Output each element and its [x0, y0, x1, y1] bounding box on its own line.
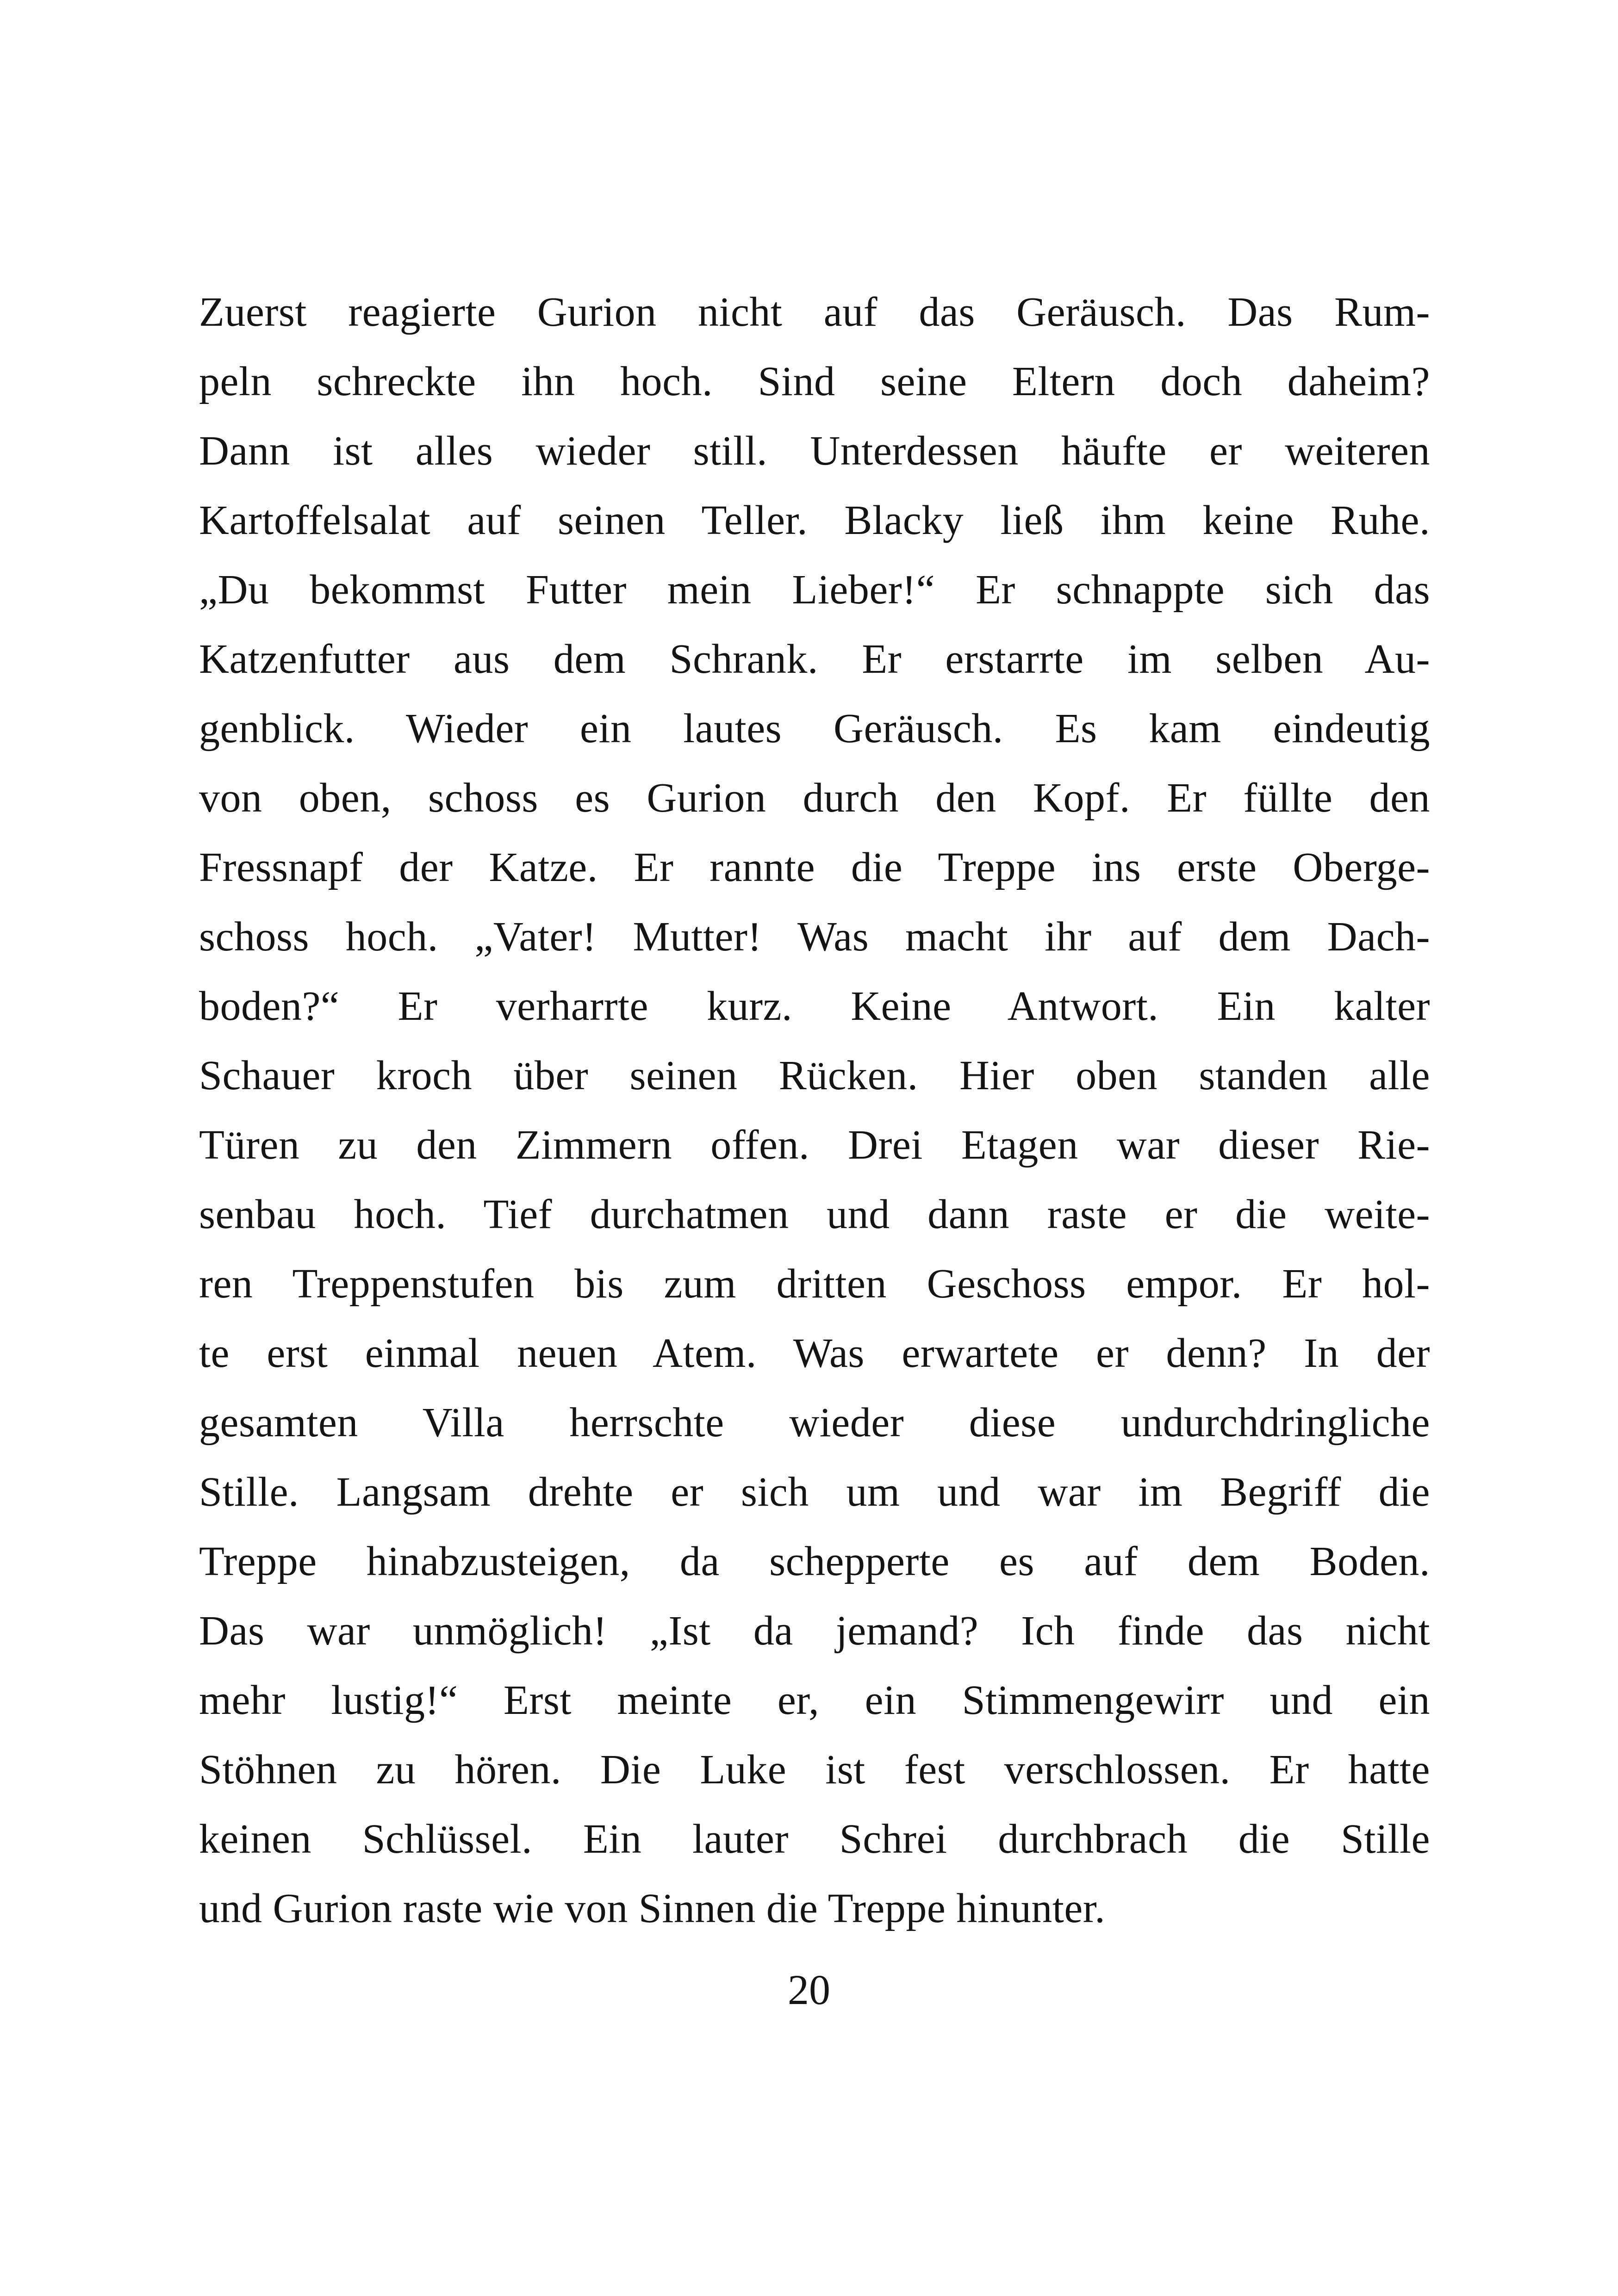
text-line: Stille. Langsam drehte er sich um und war im Begriff die — [199, 1469, 1430, 1515]
text-line: Fressnapf der Katze. Er rannte die Treppe ins erste Oberge- — [199, 844, 1430, 890]
text-line: Das war unmöglich! „Ist da jemand? Ich finde das nicht — [199, 1608, 1430, 1654]
text-line: Treppe hinabzusteigen, da schepperte es auf dem Boden. — [199, 1539, 1430, 1584]
page-number: 20 — [788, 1966, 830, 2013]
text-line: Dann ist alles wieder still. Unterdessen häufte er weiteren — [199, 428, 1430, 474]
text-line: schoss hoch. „Vater! Mutter! Was macht ihr auf dem Dach- — [199, 914, 1430, 960]
text-line: genblick. Wieder ein lautes Geräusch. Es kam eindeutig — [199, 706, 1430, 751]
text-line: Türen zu den Zimmern offen. Drei Etagen war dieser Rie- — [199, 1122, 1430, 1168]
text-line: von oben, schoss es Gurion durch den Kopf. Er füllte den — [199, 775, 1430, 821]
text-line: Stöhnen zu hören. Die Luke ist fest verschlossen. Er hatte — [199, 1747, 1430, 1793]
text-line: gesamten Villa herrschte wieder diese undurchdringliche — [199, 1400, 1430, 1446]
text-line: Katzenfutter aus dem Schrank. Er erstarrte im selben Au- — [199, 636, 1430, 682]
text-line: te erst einmal neuen Atem. Was erwartete er denn? In der — [199, 1330, 1430, 1376]
paragraph — [199, 278, 1430, 1943]
text-line: senbau hoch. Tief durchatmen und dann raste er die weite- — [199, 1191, 1430, 1237]
text-line: „Du bekommst Futter mein Lieber!“ Er schnappte sich das — [199, 567, 1430, 613]
text-line: mehr lustig!“ Erst meinte er, ein Stimmengewirr und ein — [199, 1677, 1430, 1723]
text-line: Zuerst reagierte Gurion nicht auf das Geräusch. Das Rum- — [199, 289, 1430, 335]
text-line: keinen Schlüssel. Ein lauter Schrei durchbrach die Stille — [199, 1816, 1430, 1862]
text-line: Schauer kroch über seinen Rücken. Hier oben standen alle — [199, 1053, 1430, 1098]
text-line: ren Treppenstufen bis zum dritten Geschoss empor. Er hol- — [199, 1261, 1430, 1307]
text-line: und Gurion raste wie von Sinnen die Treppe hinunter. — [199, 1886, 1106, 1931]
text-line: Kartoffelsalat auf seinen Teller. Blacky ließ ihm keine Ruhe. — [199, 497, 1430, 543]
text-line: boden?“ Er verharrte kurz. Keine Antwort. Ein kalter — [199, 983, 1430, 1029]
text-line: peln schreckte ihn hoch. Sind seine Eltern doch daheim? — [199, 359, 1430, 404]
